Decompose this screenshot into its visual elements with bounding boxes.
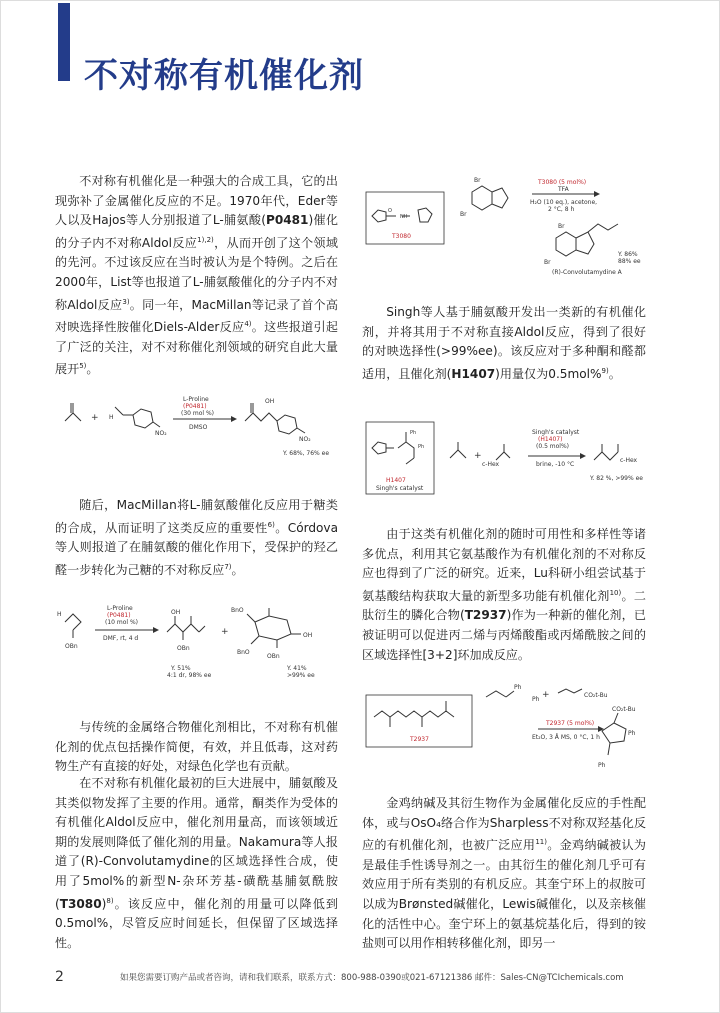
product-code: T3080 xyxy=(59,896,102,911)
second-paragraph: 随后，MacMillan将L-脯氨酸催化反应用于糖类的合成，从而证明了这类反应的重要性$^{6)}$。Córdova等人则报道了在脯氨酸的催化作用下，受保护的羟乙醛一步转化为己糖的不对称反应$^{7)}$。 xyxy=(55,498,338,577)
catalyst-code: T2937 xyxy=(410,736,429,743)
svg-text:O: O xyxy=(388,208,392,214)
yield-1: Y. 86% xyxy=(618,251,638,258)
yield-2: 88% ee xyxy=(618,258,641,265)
condition-label: DMF, rt, 4 d xyxy=(103,635,139,642)
catalyst-line: T3080 (5 mol%) xyxy=(538,179,587,186)
lu-paragraph: 由于这类有机催化剂的随时可用性和多样性等诸多优点，利用其它氨基酸作为有机催化剂的不对称反应也得到了广泛的研究。近来，Lu科研小组尝试基于氨基酸结构获取大量的新型多功能有机催化剂$^{10)}$。二肽衍生的膦化合物(T2937)作为一种新的催化剂，已被证明可以促进丙二烯与丙烯酸酯或丙烯酰胺之间的区域选择性[3+2]环加成反应。 xyxy=(362,527,647,662)
bno-label-2: BnO xyxy=(237,649,250,656)
catalyst-line: T2937 (5 mol%) xyxy=(546,720,595,727)
scheme-convolutamydine xyxy=(362,172,652,284)
reagent-code: (P0481) xyxy=(107,612,131,619)
br-label-2: Br xyxy=(460,211,467,218)
reagent-label: L-Proline xyxy=(183,396,209,403)
footer-contact: 如果您需要订购产品或者咨询，请和我们联系，联系方式：800-988-0390或021-67121386 邮件：Sales-CN@TCIchemicals.com xyxy=(120,973,624,983)
ph-product-label: Ph xyxy=(628,730,636,737)
scheme-hexose-synthesis xyxy=(55,598,345,692)
singh-paragraph: Singh等人基于脯氨酸开发出一类新的有机催化剂，并将其用于不对称直接Aldol反应，得到了很好的对映选择性(>99%ee)。该反应对于多种酮和醛都适用，且催化剂(H1407)用量仅为0.5mol%$^{9)}$。 xyxy=(362,305,646,381)
ph-label-2: Ph xyxy=(418,444,425,450)
condition-label: Et₂O, 3 Å MS, 0 °C, 1 h xyxy=(532,734,600,741)
reagent-code: (H1407) xyxy=(538,436,563,443)
br-label: Br xyxy=(474,177,481,184)
loading-label: (30 mol %) xyxy=(181,410,215,417)
intro-paragraph: 不对称有机催化是一种强大的合成工具，它的出现弥补了金属催化反应的不足。1970年代，Eder等人以及Hajos等人分别报道了L-脯氨酸(P0481)催化的分子内不对称Aldol反应$^{1),2)}$，从而开创了这个领域的先河。不过该反应在当时被认为是个特例。之后在2000年，List等也报道了L-脯氨酸催化的分子内不对称Aldol反应$^{3)}$。同一年，MacMillan等记录了首个高对映选择性胺催化Diels-Alder反应$^{4)}$。这些报道引起了广泛的关注，对不对称催化剂领域的研究自此大量展开$^{5)}$。 xyxy=(55,174,338,377)
svg-text:+: + xyxy=(474,451,482,461)
catalyst-name: Singh's catalyst xyxy=(376,485,424,492)
yield1-label: Y. 51% xyxy=(171,665,191,672)
scheme-t2937 xyxy=(362,683,652,787)
ph-label: Ph xyxy=(410,430,417,436)
svg-text:NH: NH xyxy=(400,214,408,220)
acid-label: TFA xyxy=(558,186,569,193)
svg-text:+: + xyxy=(542,690,550,700)
condition-label: brine, -10 °C xyxy=(536,461,575,468)
oh-label-2: OH xyxy=(303,632,313,639)
br-label-3: Br xyxy=(558,223,565,230)
title-accent-bar xyxy=(58,3,70,81)
yield-label: Y. 68%, 76% ee xyxy=(283,450,330,457)
reagent-label: L-Proline xyxy=(107,605,133,612)
no2-label: NO₂ xyxy=(155,430,167,437)
ph-product-label-2: Ph xyxy=(598,762,606,769)
ester-product-label: CO₂t-Bu xyxy=(612,706,636,713)
bno-label: BnO xyxy=(231,607,244,614)
svg-text:+: + xyxy=(221,627,229,637)
reagent-code: (P0481) xyxy=(183,403,207,410)
condition-1: H₂O (10 eq.), acetone, xyxy=(530,199,598,206)
obn-label: OBn xyxy=(65,643,78,650)
ph-label: Ph xyxy=(514,684,522,691)
product-code: T2937 xyxy=(464,608,507,623)
obn-product-label: OBn xyxy=(177,645,190,652)
catalyst-code: T3080 xyxy=(392,233,411,240)
br-label-4: Br xyxy=(544,259,551,266)
page-number: 2 xyxy=(55,969,64,985)
reagent-1: Singh's catalyst xyxy=(532,429,580,436)
loading-label: (10 mol %) xyxy=(105,619,139,626)
scheme-proline-aldol xyxy=(55,385,345,469)
yield1-detail: 4:1 dr, 98% ee xyxy=(167,672,212,679)
h-label: H xyxy=(57,611,62,618)
product-code: P0481 xyxy=(265,213,309,228)
cinchona-paragraph: 金鸡纳碱及其衍生物作为金属催化反应的手性配体，或与OsO₄络合作为Sharpless不对称双羟基化反应的有机催化剂，也被广泛应用$^{11)}$。金鸡纳碱被认为是最佳手性诱导剂之一。由其衍生的催化剂几乎可有效应用于所有类别的有机反应。其奎宁环上的叔胺可以成为Brønsted碱催化，Lewis碱催化，以及亲核催化的活性中心。奎宁环上的氨基烷基化后，得到的铵盐则可以用作相转移催化剂，即另一 xyxy=(362,796,646,951)
ph-label-2: Ph xyxy=(532,696,540,703)
h-label: H xyxy=(109,414,114,421)
yield2-detail: >99% ee xyxy=(287,672,315,679)
yield-label: Y. 82 %, >99% ee xyxy=(590,475,643,482)
product-code: H1407 xyxy=(451,366,496,381)
condition-2: 2 °C, 8 h xyxy=(548,206,575,213)
fourth-paragraph: 在不对称有机催化最初的巨大进展中，脯氨酸及其类似物发挥了主要的作用。通常，酮类作为受体的有机催化Aldol反应中，催化剂用量高，而该领域近期的发展则降低了催化剂的用量。Nakamura等人报道了(R)-Convolutamydine的区域选择性合成，使用了5mol%的新型N-杂环芳基-磺酰基脯氨酰胺$(T3080)^{8)}$。该反应中，催化剂的用量可以降低到0.5mol%，尽管反应时间延长，但保留了区域选择性。 xyxy=(55,776,338,950)
ester-label: CO₂t-Bu xyxy=(584,692,608,699)
no2-product-label: NO₂ xyxy=(299,436,311,443)
scheme-singh-catalyst xyxy=(362,418,652,502)
loading-label: (0.5 mol%) xyxy=(536,443,570,450)
hex-label: c-Hex xyxy=(482,461,500,468)
page-title: 不对称有机催化剂 xyxy=(84,56,364,96)
oh-label: OH xyxy=(265,398,275,405)
solvent-label: DMSO xyxy=(189,424,208,431)
obn-label-2: OBn xyxy=(267,653,280,660)
catalyst-code: H1407 xyxy=(386,477,406,484)
third-paragraph: 与传统的金属络合物催化剂相比，不对称有机催化剂的优点包括操作简便，有效，并且低毒，这对药物生产有直接的好处，对绿色化学也有贡献。 xyxy=(55,720,338,774)
yield2-label: Y. 41% xyxy=(287,665,307,672)
svg-text:+: + xyxy=(91,413,99,423)
product-name: (R)-Convolutamydine A xyxy=(552,269,622,276)
oh-label: OH xyxy=(171,609,181,616)
hex-product-label: c-Hex xyxy=(620,457,638,464)
